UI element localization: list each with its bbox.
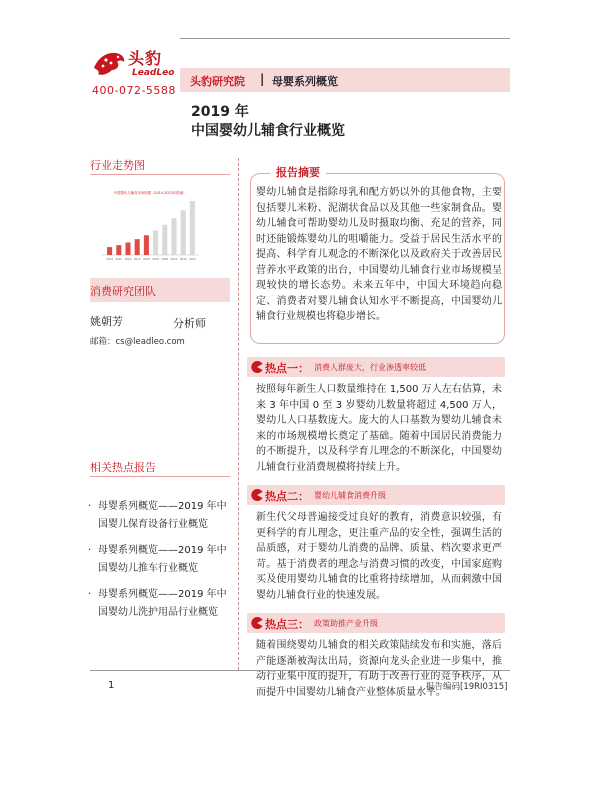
- hotspot-three-title: 热点三：: [265, 618, 309, 631]
- report-year: 2019 年: [191, 104, 249, 120]
- footer-rule: [90, 670, 510, 671]
- page-title: 中国婴幼儿辅食行业概览: [191, 123, 345, 139]
- related-report-text: 母婴系列概览——2019 年中国婴幼儿推车行业概览: [98, 545, 227, 574]
- bullet: ·: [88, 545, 92, 556]
- trend-bar: [125, 242, 130, 255]
- trend-bar: [135, 239, 140, 255]
- leopard-logo-icon: [92, 48, 126, 78]
- analyst-email[interactable]: 邮箱：cs@leadleo.com: [90, 337, 185, 347]
- trend-tick-label: 2022: [179, 258, 187, 261]
- trend-heading-rule: [90, 174, 230, 175]
- trend-bar: [190, 201, 195, 255]
- hotspot-two-text: 新生代父母普遍接受过良好的教育，消费意识较强，有更科学的育儿理念，更注重产品的安全性，强调生活的品质感，对于婴幼儿消费的品牌、质量、档次要求更严苛。基于消费者的理念与消费习惯的改变，中国家庭购买及使用婴幼儿辅食的比重将持续增加，从而刺激中国婴幼儿辅食行业的快速发展。: [256, 512, 502, 601]
- related-report-item[interactable]: [88, 586, 233, 622]
- report-code: 报告编码[19RI0315]: [426, 682, 508, 692]
- trend-chart-caption: 中国婴幼儿辅食市场规模（2014-2023年预测）: [113, 191, 187, 195]
- related-heading-rule: [90, 476, 230, 477]
- bullet: ·: [88, 501, 92, 512]
- pie-bullet-icon: [251, 489, 263, 501]
- column-divider: [238, 158, 239, 670]
- related-report-item[interactable]: [88, 498, 233, 534]
- related-report-text: 母婴系列概览——2019 年中国婴儿保育设备行业概览: [98, 501, 227, 530]
- related-heading: 相关热点报告: [90, 461, 156, 474]
- institute-name: 头豹研究院: [190, 75, 245, 88]
- trend-tick-label: 2014: [106, 258, 113, 261]
- page-number: 1: [108, 680, 115, 691]
- summary-label: 报告摘要: [270, 164, 326, 180]
- trend-bar: [153, 231, 158, 255]
- trend-bar: [116, 245, 121, 255]
- trend-bar: [144, 235, 149, 255]
- summary-text: 婴幼儿辅食是指除母乳和配方奶以外的其他食物，主要包括婴儿米粉、泥湖状食品以及其他一些家制食品。婴幼儿辅食可帮助婴幼儿及时摄取均衡、充足的营养，同时还能锻炼婴幼儿的咀嚼能力。受益于居民生活水平的提高、科学育儿观念的不断深化以及政府关于改善居民营养水平政策的出台，中国婴幼儿辅食行业市场规模呈现较快的增长态势。未来五年中，中国大环境趋向稳定、消费者对婴儿辅食认知水平不断提高，中国婴幼儿辅食行业规模也将稳步增长。: [256, 187, 502, 322]
- trend-bar: [162, 225, 167, 255]
- team-heading: 消费研究团队: [90, 285, 156, 298]
- team-band: [90, 278, 230, 302]
- logo-english-name: LeadLeo: [132, 68, 175, 78]
- hotspot-one-text: 按照每年新生人口数量维持在 1,500 万人左右估算，未来 3 年中国 0 至 3 岁婴幼儿数量将超过 4,500 万人，婴幼儿人口基数庞大。庞大的人口基数为婴幼儿辅食未来的市场规模增长奠定了基础。随着中国居民消费能力的不断提升，以及科学育儿理念的不断深化，中国婴幼儿辅食行业消费规模将持续上升。: [256, 384, 502, 473]
- pie-bullet-icon: [251, 617, 263, 629]
- trend-tick-label: 2021: [170, 258, 178, 261]
- header-band: [180, 68, 510, 92]
- hotspot-three-subtitle: 政策助推产业升级: [314, 619, 378, 628]
- bullet: ·: [88, 589, 92, 600]
- pie-bullet-icon: [251, 361, 263, 373]
- hotspot-one-subtitle: 消费人群庞大，行业渗透率较低: [314, 363, 426, 372]
- hotspot-three-text: 随着围绕婴幼儿辅食的相关政策陆续发布和实施，落后产能逐渐被淘汰出局，资源向龙头企业进一步集中，推动行业集中度的提升，有助于改善行业的竞争秩序，从而提升中国婴幼儿辅食产业整体质量水平。: [256, 640, 502, 698]
- related-report-text: 母婴系列概览——2019 年中国婴幼儿洗护用品行业概览: [98, 589, 227, 618]
- trend-tick-label: 2020: [161, 258, 169, 261]
- trend-tick-label: 2015: [115, 258, 123, 261]
- hotspot-three-bar: [247, 613, 505, 633]
- trend-tick-label: 2019: [152, 258, 159, 261]
- contact-phone: 400-072-5588: [92, 84, 176, 97]
- trend-bar: [107, 247, 112, 255]
- header-separator: |: [260, 72, 265, 86]
- analyst-name: 姚朝芳: [90, 315, 123, 328]
- series-name: 母婴系列概览: [272, 75, 338, 88]
- trend-tick-label: 2017: [133, 258, 141, 261]
- trend-chart: [95, 185, 205, 265]
- hotspot-two-subtitle: 婴幼儿辅食消费升级: [314, 491, 386, 500]
- trend-bar: [171, 218, 176, 255]
- related-report-item[interactable]: [88, 542, 233, 578]
- trend-tick-label: 2023: [189, 258, 196, 261]
- top-rule: [180, 38, 510, 39]
- trend-tick-label: 2018: [143, 258, 150, 261]
- hotspot-one-bar: [247, 357, 505, 377]
- hotspot-two-bar: [247, 485, 505, 505]
- hotspot-two-title: 热点二：: [265, 490, 309, 503]
- trend-tick-label: 2016: [124, 258, 132, 261]
- trend-bar: [181, 210, 186, 255]
- analyst-role: 分析师: [173, 317, 206, 330]
- leadleo-logo: [92, 44, 175, 84]
- logo-chinese-name: 头豹: [128, 49, 163, 68]
- hotspot-one-title: 热点一：: [265, 362, 309, 375]
- trend-heading: 行业走势图: [90, 159, 145, 172]
- related-report-list: [88, 498, 233, 630]
